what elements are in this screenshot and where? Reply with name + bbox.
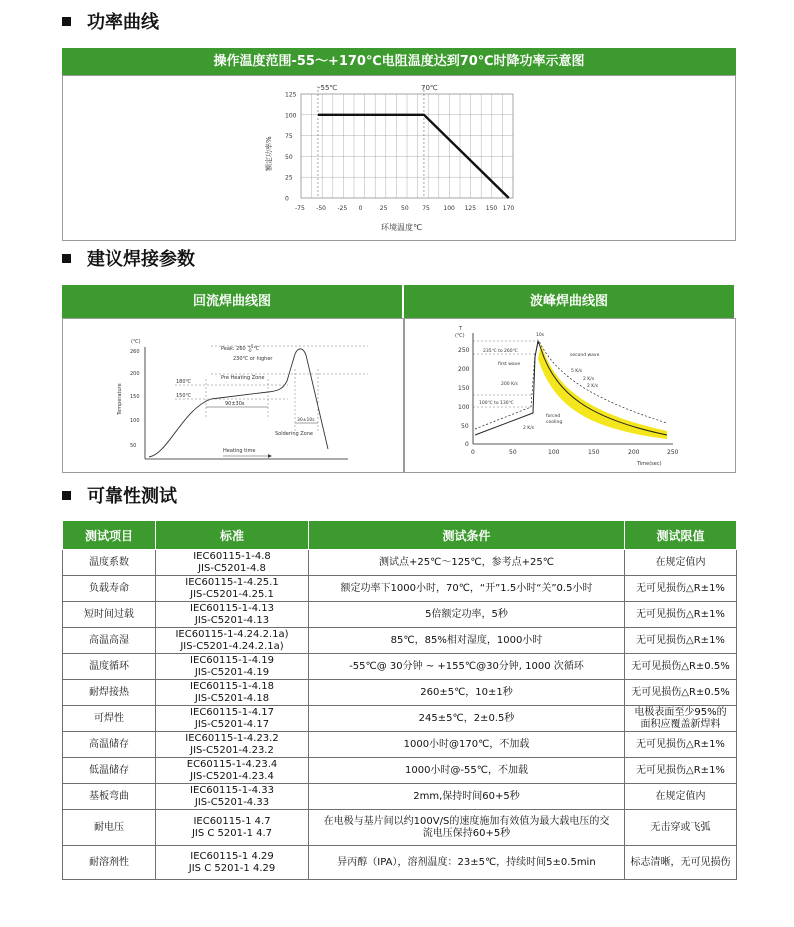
cell-standard xyxy=(156,846,309,880)
cell-condition xyxy=(309,628,625,654)
cell-limit-line: 标志清晰，无可见损伤 xyxy=(630,856,731,868)
wave-first: first wave xyxy=(498,362,521,367)
cell-standard-line: JIS-C5201-4.24.2.1a) xyxy=(180,640,284,652)
cell-condition xyxy=(309,732,625,758)
wave-panel xyxy=(404,318,736,473)
cell-limit-line: 无击穿或飞弧 xyxy=(650,821,711,833)
power-xtick: 170 xyxy=(502,205,515,212)
wave-5ks: 5 K/s xyxy=(571,369,583,374)
cell-limit xyxy=(625,550,737,576)
cell-condition-line: -55℃@ 30分钟 ~ +155℃@30分钟, 1000 次循环 xyxy=(349,660,584,672)
power-xtick: 0 xyxy=(358,205,363,212)
table-row xyxy=(63,680,737,706)
power-xtick: -50 xyxy=(316,205,327,212)
cell-standard-line: JIS C 5201-1 4.29 xyxy=(188,862,276,874)
cell-standard-line: JIS-C5201-4.25.1 xyxy=(190,588,274,600)
cell-standard xyxy=(156,706,309,732)
cell-item: 负载寿命 xyxy=(63,576,156,602)
cell-standard xyxy=(156,550,309,576)
cell-standard xyxy=(156,784,309,810)
power-xtick: 150 xyxy=(485,205,498,212)
cell-limit-line: 无可见损伤△R±1% xyxy=(636,608,725,620)
bullet-square-icon xyxy=(62,491,71,500)
wave-cooling: cooling xyxy=(546,420,563,425)
cell-standard-line: IEC60115-1-4.19 xyxy=(190,654,274,666)
cell-standard-line: EC60115-1-4.23.4 xyxy=(186,758,278,770)
arrow-head-icon xyxy=(268,454,272,458)
bullet-square-icon xyxy=(62,254,71,263)
wave-2ks-b: 2 K/s xyxy=(583,377,595,382)
solder-duration: 30±10s xyxy=(297,418,315,423)
reflow-ytick: 150 xyxy=(130,394,140,400)
t150-label: 150℃ xyxy=(176,393,192,399)
table-row xyxy=(63,550,737,576)
x-axis-label: 环境温度℃ xyxy=(381,223,422,232)
y-axis-label: 额定功率% xyxy=(265,136,273,171)
table-row xyxy=(63,654,737,680)
cell-item: 高温高湿 xyxy=(63,628,156,654)
cell-standard-line: JIS-C5201-4.18 xyxy=(194,692,270,704)
reflow-unit: (℃) xyxy=(131,339,141,345)
cell-standard-line: IEC60115-1-4.33 xyxy=(190,784,274,796)
cell-standard-line: JIS-C5201-4.23.2 xyxy=(190,744,274,756)
wave-2ks-c: 2 K/s xyxy=(523,426,535,431)
table-body xyxy=(63,550,737,880)
wave-xtick: 0 xyxy=(471,449,475,456)
wave-forced: forced xyxy=(546,414,561,419)
cell-condition-line: 1000小时@-55℃，不加载 xyxy=(404,764,528,776)
cell-standard-line: JIS-C5201-4.33 xyxy=(194,796,270,808)
power-ytick: 0 xyxy=(285,195,289,203)
wave-range2: 100℃ to 130℃ xyxy=(479,401,514,406)
wave-ytick: 200 xyxy=(458,366,470,373)
cell-standard-line: IEC60115-1-4.8 xyxy=(193,550,271,562)
cell-condition-line: 2mm,保持时间60+5秒 xyxy=(413,790,520,802)
cell-standard-line: IEC60115-1 4.7 xyxy=(193,815,271,827)
table-header-row xyxy=(63,521,737,550)
cell-standard-line: IEC60115-1-4.25.1 xyxy=(185,576,279,588)
cell-standard-line: JIS-C5201-4.19 xyxy=(194,666,270,678)
cell-standard xyxy=(156,680,309,706)
power-xtick: 50 xyxy=(401,205,409,212)
header-standard: 标准 xyxy=(156,521,309,550)
cell-condition-line: 260±5℃，10±1秒 xyxy=(420,686,513,698)
cell-condition xyxy=(309,654,625,680)
preheat-duration: 90±30s xyxy=(225,401,245,407)
cell-limit-line: 在规定值内 xyxy=(655,790,706,802)
wave-ytick: 150 xyxy=(458,385,470,392)
cell-limit-line: 无可见损伤△R±1% xyxy=(636,634,725,646)
cell-standard xyxy=(156,602,309,628)
heating-time-label: Heating time xyxy=(223,448,256,454)
cell-condition-line: 额定功率下1000小时，70℃，“开”1.5小时“关”0.5小时 xyxy=(340,582,593,594)
cell-limit-line: 面积应覆盖新焊料 xyxy=(640,718,721,730)
cell-condition-line: 流电压保持60+5秒 xyxy=(422,827,511,839)
wave-200ks: 200 K/s xyxy=(501,382,518,387)
cell-condition xyxy=(309,706,625,732)
wave-xtick: 200 xyxy=(628,449,640,456)
cell-item: 耐电压 xyxy=(63,810,156,846)
cell-condition xyxy=(309,784,625,810)
cell-standard-line: IEC60115-1 4.29 xyxy=(190,850,274,862)
cell-standard xyxy=(156,810,309,846)
table-row xyxy=(63,784,737,810)
header-item: 测试项目 xyxy=(63,521,156,550)
section-title-soldering xyxy=(62,247,195,273)
power-ytick: 75 xyxy=(285,133,293,141)
cell-condition xyxy=(309,846,625,880)
cell-limit xyxy=(625,602,737,628)
power-xtick: 100 xyxy=(443,205,455,212)
section-title-reliability xyxy=(62,484,177,510)
cell-condition xyxy=(309,576,625,602)
cell-limit xyxy=(625,758,737,784)
table-row xyxy=(63,732,737,758)
power-ytick: 100 xyxy=(285,112,297,120)
wave-ytick: 0 xyxy=(465,441,469,448)
reflow-profile-chart xyxy=(63,319,403,472)
power-chart-banner: 操作温度范围-55～+170℃电阻温度达到70℃时降功率示意图 xyxy=(62,48,736,75)
power-ytick: 125 xyxy=(285,91,297,99)
power-derating-chart xyxy=(63,76,735,240)
power-xtick: 25 xyxy=(379,205,388,212)
cell-limit xyxy=(625,784,737,810)
cell-item: 高温储存 xyxy=(63,732,156,758)
cell-limit-line: 无可见损伤△R±1% xyxy=(636,764,725,776)
power-xtick: 125 xyxy=(464,205,477,212)
section-title-text: 功率曲线 xyxy=(87,12,159,33)
reflow-ylabel: Temperature xyxy=(117,383,123,415)
reflow-ytick: 200 xyxy=(130,371,140,377)
cell-limit xyxy=(625,732,737,758)
marker-right-label: 70℃ xyxy=(421,84,438,92)
reflow-panel xyxy=(62,318,404,473)
reflow-ytick: 260 xyxy=(130,349,140,355)
cell-item: 温度循环 xyxy=(63,654,156,680)
header-condition: 测试条件 xyxy=(309,521,625,550)
cell-condition-line: 异丙醇（IPA），溶剂温度：23±5℃，持续时间5±0.5min xyxy=(337,856,596,868)
reflow-banner: 回流焊曲线图 xyxy=(62,285,402,318)
cell-standard-line: JIS-C5201-4.17 xyxy=(194,718,270,730)
higher-label: 230℃ or higher xyxy=(233,356,273,362)
cell-limit-line: 在规定值内 xyxy=(655,556,706,568)
cell-limit-line: 无可见损伤△R±1% xyxy=(636,582,725,594)
cell-limit xyxy=(625,846,737,880)
cell-limit xyxy=(625,706,737,732)
cell-standard xyxy=(156,732,309,758)
cell-condition xyxy=(309,550,625,576)
wave-banner: 波峰焊曲线图 xyxy=(404,285,734,318)
cell-standard-line: JIS-C5201-4.23.4 xyxy=(190,770,274,782)
power-xtick: -25 xyxy=(337,205,348,212)
cell-item: 基板弯曲 xyxy=(63,784,156,810)
table-row xyxy=(63,758,737,784)
cell-limit xyxy=(625,576,737,602)
cell-limit xyxy=(625,810,737,846)
reliability-table xyxy=(62,520,737,880)
cell-limit xyxy=(625,654,737,680)
cell-condition-line: 245±5℃，2±0.5秒 xyxy=(418,712,515,724)
cell-item: 短时间过载 xyxy=(63,602,156,628)
wave-t-label: T xyxy=(459,326,463,332)
cell-item: 低温储存 xyxy=(63,758,156,784)
cell-limit xyxy=(625,680,737,706)
power-chart-panel xyxy=(62,75,736,241)
wave-ytick: 250 xyxy=(458,347,470,354)
cell-limit xyxy=(625,628,737,654)
power-xtick: 75 xyxy=(422,205,430,212)
cell-standard-line: JIS-C5201-4.13 xyxy=(194,614,270,626)
wave-second: second wave xyxy=(570,353,600,358)
table-row xyxy=(63,706,737,732)
section-title-text: 可靠性测试 xyxy=(87,486,177,507)
cell-condition xyxy=(309,810,625,846)
cell-standard-line: JIS-C5201-4.8 xyxy=(198,562,266,574)
wave-unit: (℃) xyxy=(455,333,465,339)
wave-ytick: 100 xyxy=(458,404,470,411)
cell-standard xyxy=(156,576,309,602)
power-ytick: 50 xyxy=(285,153,293,161)
cell-standard xyxy=(156,628,309,654)
section-title-power-curve xyxy=(62,10,159,36)
wave-range1: 235℃ to 260℃ xyxy=(483,349,518,354)
cell-item: 可焊性 xyxy=(63,706,156,732)
cell-condition-line: 在电极与基片间以约100V/S的速度施加有效值为最大载电压的交 xyxy=(323,815,610,827)
wave-tens: 10s xyxy=(536,333,545,338)
cell-limit-line: 无可见损伤△R±1% xyxy=(636,738,725,750)
cell-limit-line: 电极表面至少95%的 xyxy=(634,706,727,718)
cell-standard-line: IEC60115-1-4.13 xyxy=(190,602,274,614)
cell-condition-line: 85℃，85%相对湿度，1000小时 xyxy=(390,634,543,646)
cell-item: 耐焊接热 xyxy=(63,680,156,706)
table-row xyxy=(63,846,737,880)
cell-standard-line: IEC60115-1-4.18 xyxy=(190,680,274,692)
table-row xyxy=(63,602,737,628)
wave-xtick: 250 xyxy=(667,449,679,456)
wave-profile-chart xyxy=(405,319,735,472)
wave-xtick: 50 xyxy=(509,449,517,456)
wave-xtick: 100 xyxy=(548,449,560,456)
cell-standard xyxy=(156,758,309,784)
cell-standard xyxy=(156,654,309,680)
t180-label: 180℃ xyxy=(176,379,192,385)
cell-item: 温度系数 xyxy=(63,550,156,576)
cell-condition-line: 1000小时@170℃，不加载 xyxy=(403,738,530,750)
reflow-ytick: 100 xyxy=(130,418,140,424)
cell-condition xyxy=(309,758,625,784)
table-row xyxy=(63,810,737,846)
header-limit: 测试限值 xyxy=(625,521,737,550)
cell-condition xyxy=(309,680,625,706)
reflow-ytick: 50 xyxy=(130,443,137,449)
table-row xyxy=(63,576,737,602)
wave-ytick: 50 xyxy=(461,423,469,430)
cell-condition-line: 5倍额定功率，5秒 xyxy=(425,608,508,620)
bullet-square-icon xyxy=(62,17,71,26)
cell-limit-line: 无可见损伤△R±0.5% xyxy=(631,660,730,672)
table-row xyxy=(63,628,737,654)
cell-condition-line: 测试点+25℃～125℃，参考点+25℃ xyxy=(379,556,554,568)
cell-item: 耐溶剂性 xyxy=(63,846,156,880)
marker-left-label: -55℃ xyxy=(318,84,338,92)
cell-standard-line: IEC60115-1-4.23.2 xyxy=(185,732,279,744)
power-ytick: 25 xyxy=(285,174,293,182)
cell-condition xyxy=(309,602,625,628)
section-title-text: 建议焊接参数 xyxy=(87,249,195,270)
cell-standard-line: IEC60115-1-4.24.2.1a) xyxy=(175,628,289,640)
wave-2ks-a: 2 K/s xyxy=(587,384,599,389)
cell-standard-line: IEC60115-1-4.17 xyxy=(190,706,274,718)
wave-xlabel: Time(sec) xyxy=(637,461,662,467)
peak-label: Peak: 260 $^{+5}$ -0 ℃ xyxy=(221,344,260,353)
power-xtick: -75 xyxy=(295,205,305,212)
wave-xtick: 150 xyxy=(588,449,600,456)
preheat-label: Pre Heating Zone xyxy=(221,375,265,381)
solder-zone-label: Soldering Zone xyxy=(275,431,313,437)
cell-limit-line: 无可见损伤△R±0.5% xyxy=(631,686,730,698)
cell-standard-line: JIS C 5201-1 4.7 xyxy=(191,827,273,839)
